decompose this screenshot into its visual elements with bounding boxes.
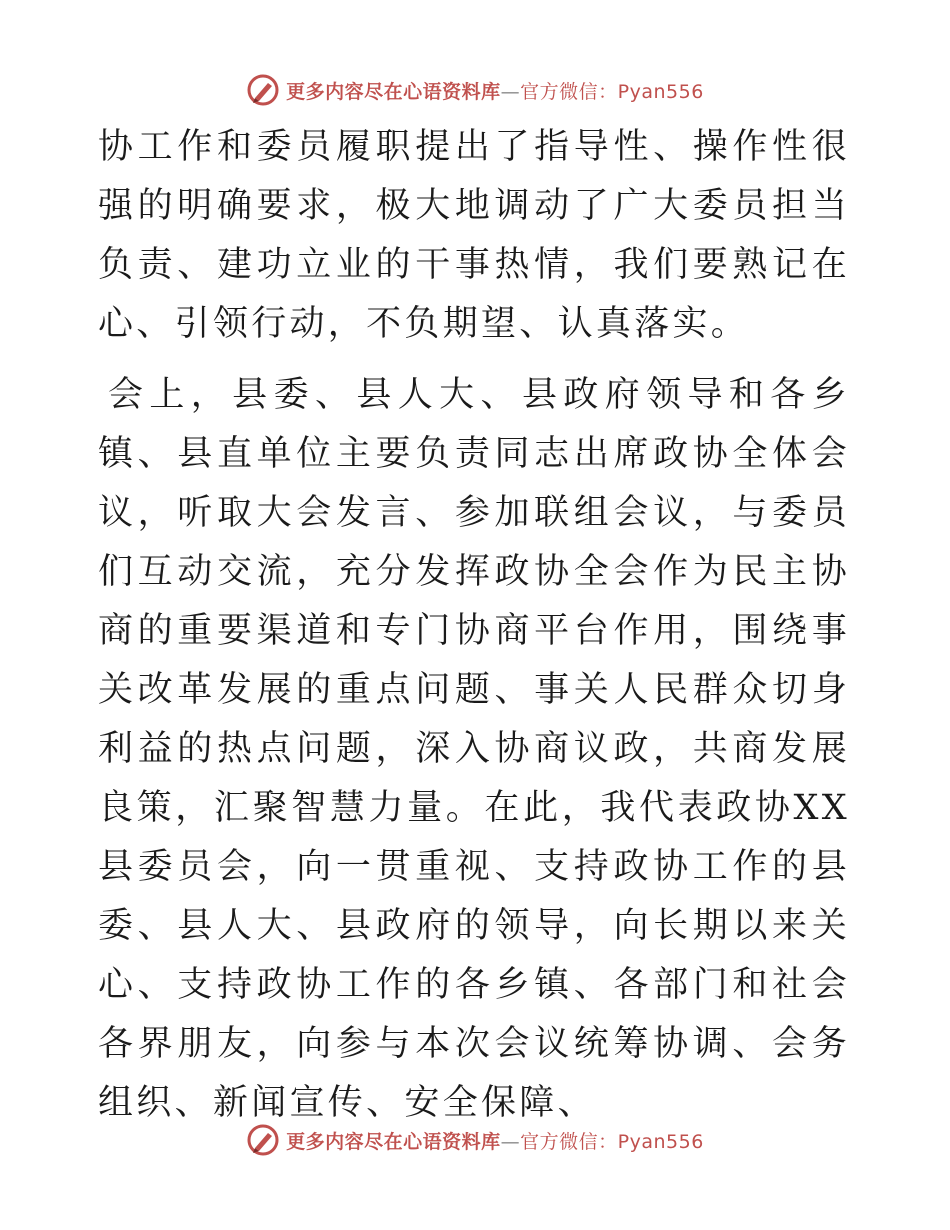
pen-logo-icon — [246, 73, 280, 107]
header-banner-wechat: 官方微信：Pyan556 — [520, 80, 704, 103]
footer-banner-text — [286, 1127, 704, 1154]
document-body — [98, 118, 850, 1133]
footer-banner-wechat: 官方微信：Pyan556 — [520, 1130, 704, 1153]
footer-banner-lead: 更多内容尽在心语资料库 — [286, 1130, 501, 1153]
paragraph-1: 协工作和委员履职提出了指导性、操作性很强的明确要求，极大地调动了广大委员担当负责、建功立业的干事热情，我们要熟记在心、引领行动，不负期望、认真落实。 — [98, 127, 850, 344]
header-banner-separator: — — [500, 80, 521, 103]
header-banner-text — [286, 77, 704, 104]
paragraph-2: 会上，县委、县人大、县政府领导和各乡镇、县直单位主要负责同志出席政协全体会议，听取大会发言、参加联组会议，与委员们互动交流，充分发挥政协全会作为民主协商的重要渠道和专门协商平台作用，围绕事关改革发展的重点问题、事关人民群众切身利益的热点问题，深入协商议政，共商发展良策，汇聚智慧力量。在此，我代表政协XX县委员会，向一贯重视、支持政协工作的县委、县人大、县政府的领导，向长期以来关心、支持政协工作的各乡镇、各部门和社会各界朋友，向参与本次会议统筹协调、会务组织、新闻宣传、安全保障、 — [98, 375, 850, 1123]
header-banner-lead: 更多内容尽在心语资料库 — [286, 80, 501, 103]
footer-banner-separator: — — [500, 1130, 521, 1153]
pen-logo-icon — [246, 1123, 280, 1157]
page-footer-banner — [0, 1122, 950, 1158]
page-header-banner — [0, 72, 950, 108]
